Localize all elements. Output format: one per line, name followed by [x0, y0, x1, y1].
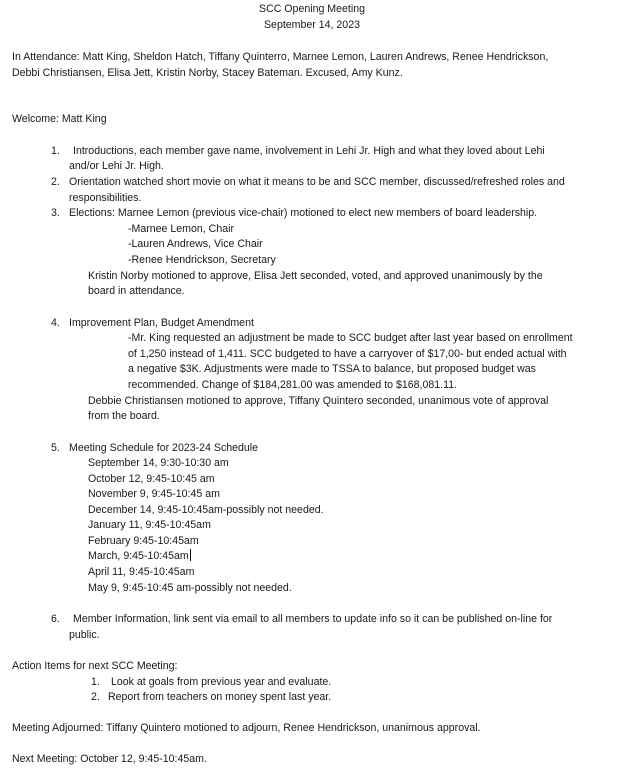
item-4-heading: Improvement Plan, Budget Amendment — [69, 317, 254, 329]
meeting-adjourned-line: Meeting Adjourned: Tiffany Quintero motioned to adjourn, Renee Hendrickson, unanimous approval. — [12, 722, 481, 734]
schedule-entry: December 14, 9:45-10:45am-possibly not needed. — [88, 504, 324, 516]
officer-secretary: -Renee Hendrickson, Secretary — [128, 254, 276, 266]
attendance-line-1: In Attendance: Matt King, Sheldon Hatch, Tiffany Quinterro, Marnee Lemon, Lauren Andrews, Renee Hendrickson, — [12, 51, 549, 63]
item-number-2: 2. — [51, 176, 60, 188]
document-title: SCC Opening Meeting — [259, 3, 365, 15]
action-item-1: Look at goals from previous year and evaluate. — [111, 676, 332, 688]
officer-vice-chair: -Lauren Andrews, Vice Chair — [128, 238, 263, 250]
schedule-entry: May 9, 9:45-10:45 am-possibly not needed. — [88, 582, 292, 594]
item-4-detail-line-4: recommended. Change of $184,281.00 was amended to $168,081.11. — [128, 379, 458, 391]
item-6-line-1: Member Information, link sent via email to all members to update info so it can be published on-line for — [73, 613, 553, 625]
action-item-number-2: 2. — [91, 691, 100, 703]
schedule-entry: November 9, 9:45-10:45 am — [88, 488, 220, 500]
schedule-entry: January 11, 9:45-10:45am — [88, 519, 211, 531]
attendance-line-2: Debbi Christiansen, Elisa Jett, Kristin Norby, Stacey Bateman. Excused, Amy Kunz. — [12, 67, 403, 79]
action-item-number-1: 1. — [91, 676, 100, 688]
action-item-2: Report from teachers on money spent last year. — [108, 691, 332, 703]
item-3-vote-line-1: Kristin Norby motioned to approve, Elisa Jett seconded, voted, and approved unanimously by the — [88, 270, 543, 282]
item-4-detail-line-3: a negative $3K. Adjustments were made to TSSA to balance, but proposed budget was — [128, 363, 536, 375]
item-number-3: 3. — [51, 207, 60, 219]
item-number-6: 6. — [51, 613, 60, 625]
item-4-detail-line-2: of 1,250 instead of 1,411. SCC budgeted to have a carryover of $17,00- but ended actual with — [128, 348, 567, 360]
item-4-vote-line-1: Debbie Christiansen motioned to approve, Tiffany Quintero seconded, unanimous vote of approval — [88, 395, 549, 407]
schedule-entry: February 9:45-10:45am — [88, 535, 199, 547]
item-number-5: 5. — [51, 442, 60, 454]
schedule-entry: October 12, 9:45-10:45 am — [88, 473, 215, 485]
item-3-line-1: Elections: Marnee Lemon (previous vice-chair) motioned to elect new members of board leadership. — [69, 207, 538, 219]
item-1-line-2: and/or Lehi Jr. High. — [69, 160, 164, 172]
item-5-heading: Meeting Schedule for 2023-24 Schedule — [69, 442, 259, 454]
schedule-entry: April 11, 9:45-10:45am — [88, 566, 195, 578]
item-6-line-2: public. — [69, 629, 100, 641]
item-2-line-2: responsibilities. — [69, 192, 142, 204]
item-2-line-1: Orientation watched short movie on what it means to be and SCC member, discussed/refreshed roles and — [69, 176, 565, 188]
item-4-vote-line-2: from the board. — [88, 410, 160, 422]
document-date: September 14, 2023 — [263, 19, 360, 31]
item-3-vote-line-2: board in attendance. — [88, 285, 185, 297]
item-1-line-1: Introductions, each member gave name, involvement in Lehi Jr. High and what they loved about Lehi — [73, 145, 545, 157]
item-number-4: 4. — [51, 317, 60, 329]
officer-chair: -Marnee Lemon, Chair — [128, 223, 234, 235]
schedule-entry: September 14, 9:30-10:30 am — [88, 457, 229, 469]
schedule-entry-with-cursor[interactable] — [88, 549, 191, 565]
text-cursor — [190, 549, 191, 561]
item-4-detail-line-1: -Mr. King requested an adjustment be made to SCC budget after last year based on enrollment — [128, 332, 573, 344]
welcome-line: Welcome: Matt King — [12, 113, 107, 125]
schedule-entry: March, 9:45-10:45am — [88, 550, 189, 562]
item-number-1: 1. — [51, 145, 60, 157]
next-meeting-line: Next Meeting: October 12, 9:45-10:45am. — [12, 753, 207, 765]
action-items-heading: Action Items for next SCC Meeting: — [12, 660, 178, 672]
